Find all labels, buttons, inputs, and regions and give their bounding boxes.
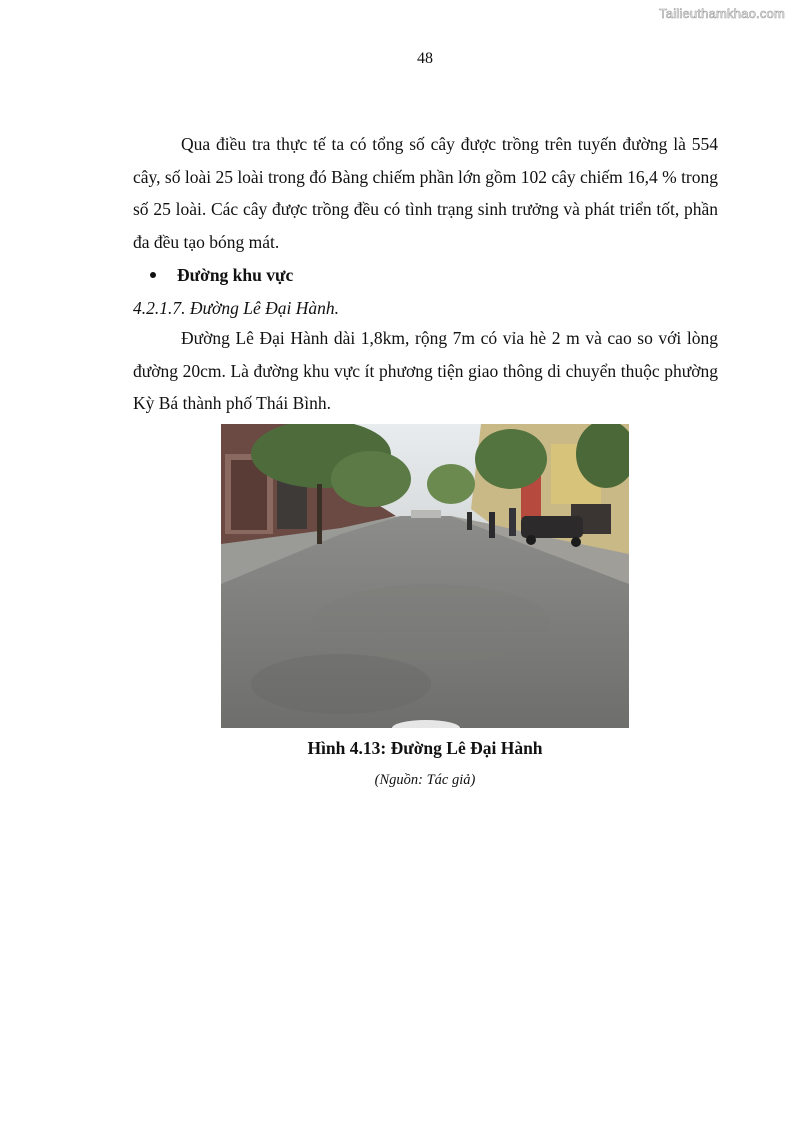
page-number: 48 bbox=[417, 50, 433, 67]
street-photo bbox=[221, 424, 629, 728]
body-text-block-2 bbox=[133, 322, 718, 420]
body-text-block-1 bbox=[133, 128, 718, 258]
bullet-heading-text: Đường khu vực bbox=[177, 265, 294, 285]
paragraph-tree-survey: Qua điều tra thực tế ta có tổng số cây được trồng trên tuyến đường là 554 cây, số loài 25 loài trong đó Bàng chiếm phần lớn gồm 102 cây chiếm 16,4 % trong số 25 loài. Các cây được trồng đều có tình trạng sinh trưởng và phát triển tốt, phần đa đều tạo bóng mát. bbox=[133, 134, 719, 252]
bullet-icon bbox=[150, 272, 156, 278]
figure-source: (Nguồn: Tác giả) bbox=[374, 772, 476, 788]
paragraph-road-description: Đường Lê Đại Hành dài 1,8km, rộng 7m có vỉa hè 2 m và cao so với lòng đường 20cm. Là đường khu vực ít phương tiện giao thông di chuyển thuộc phường Kỳ Bá thành phố Thái Bình. bbox=[133, 328, 718, 413]
bullet-heading bbox=[150, 259, 293, 291]
section-heading: 4.2.1.7. Đường Lê Đại Hành. bbox=[133, 298, 340, 318]
figure-caption: Hình 4.13: Đường Lê Đại Hành bbox=[307, 738, 543, 758]
street-photo-illustration bbox=[221, 424, 629, 728]
watermark: Tailieuthamkhao.com bbox=[659, 6, 785, 21]
